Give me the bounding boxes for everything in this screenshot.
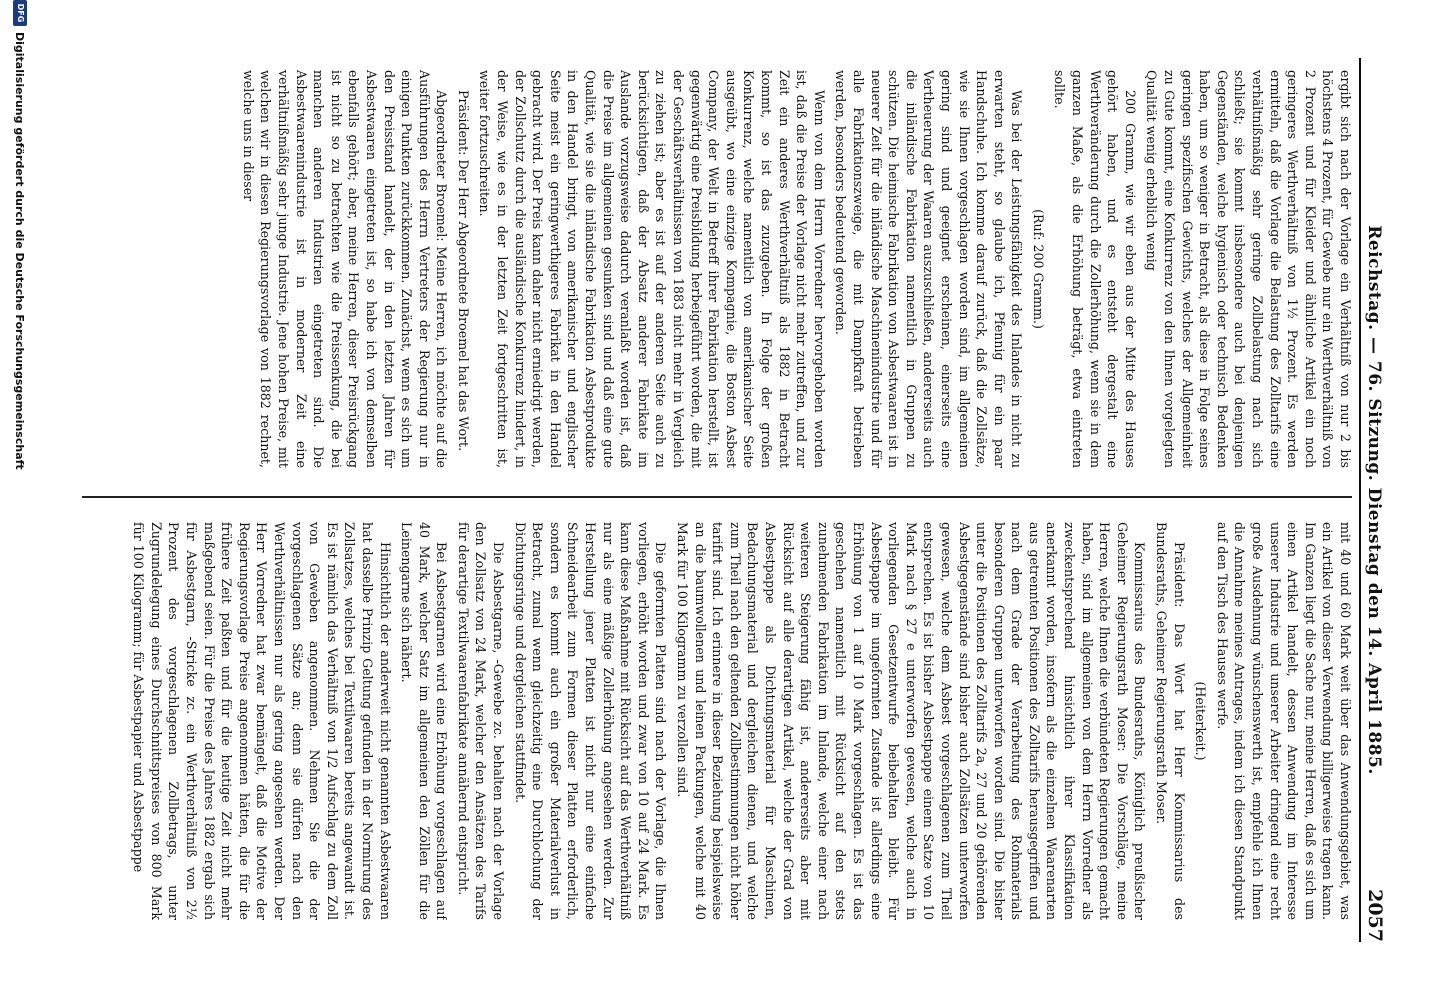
paragraph: Die Asbestgarne, -Gewebe zc. behalten nach der Vorlage den Zollsatz von 24 Mark, welcher den Ansätzen des Tarifs für derartige Textilwaarenfabrikate annähernd entspricht. xyxy=(455,522,507,920)
page-number: 2057 xyxy=(1364,889,1386,942)
paragraph: 200 Gramm, wie wir eben aus der Mitte des Hauses gehört haben, und es entsteht dergestalt eine Werthveränderung durch die Zollerhöhung, wenn sie in dem ganzen Maße, als die Erhöhung beträgt, etwa eintreten sollte. xyxy=(1052,70,1138,468)
right-column xyxy=(84,522,1354,920)
paragraph: Hinsichtlich der anderweit nicht genannten Asbestwaaren hat dasselbe Prinzip Geltung gefunden in der Normirung des Zollsatzes, welches bei Textilwaaren bereits angewandt ist. Es ist nämlich das Verhältniß von 1/2 Aufschlag zu dem Zoll von Geweben angenommen. Nehmen Sie die der vorgeschlagenen Sätze an; denn sie dürfen nach den Werthverhältnissen nur als gering angesehen werden. Der Herr Vorredner hat zwar bemängelt, daß die Motive der Regierungsvorlage Preise angenommen hätten, die für die frühere Zeit paßten und für die heutige Zeit nicht mehr maßgebend seien. Für die Preise des Jahres 1882 ergab sich für Asbestgarn, -Stricke zc. ein Werthverhältniß von 2½ Prozent des vorgeschlagenen Zollbetrags, unter Zugrundelegung eines Durchschnittspreises von 800 Mark für 100 Kilogramm; für Asbestpapier und Asbestpappe xyxy=(131,522,393,920)
interjection: (Ruf: 200 Gramm.) xyxy=(1030,209,1046,329)
speaker-paragraph: Präsident: Das Wort hat Herr Kommissarius des Bundesraths, Geheimer Regierungsrath Moser. xyxy=(1154,522,1187,920)
header-title: Reichstag. — 76. Sitzung. Dienstag den 14. April 1885. xyxy=(1364,225,1384,775)
paragraph: Was bei der Leistungsfähigkeit des Inlandes in nicht zu erwarten steht, so glaube ich, Pfennig für ein paar Handschuhe. Ich komme darauf zurück, daß die Zollsätze, wie sie Ihnen vorgeschlagen worden sind, im allgemeinen gering sind und geeignet erscheinen, einerseits eine Vertheuerung der Waaren auszuschließen, andererseits auch die inländische Fabrikation namentlich in Gruppen zu schützen. Die heimische Fabrikation von Asbestwaaren ist in neuerer Zeit für die inländische Maschinenindustrie und für alle Fabrikationszweige, die mit Dampfkraft betrieben werden, besonders bedeutend geworden. xyxy=(833,70,1025,468)
digitization-footer xyxy=(8,0,32,1000)
speaker-paragraph: Abgeordneter Broemel: Meine Herren, ich möchte auf die Ausführungen des Herrn Vertreters der Regierung nur in einigen Punkten zurückkommen. Zunächst, wenn es sich um den Preisstand handelt, der in den letzten Jahren für Asbestwaaren eingetreten ist, so habe ich von demselben ebenfalls gehört; aber, meine Herren, dieser Preisrückgang ist nicht so zu betrachten wie die Preissenkung, die bei manchen anderen Industrien eingetreten sind. Die Asbestwaarenindustrie ist in moderner Zeit eine verhältnißmäßig sehr junge Industrie. Jene hohen Preise, mit welchen wir in diesen Regierungsvorlage von 1882 rechnet, welche uns in dieser xyxy=(240,70,450,468)
dfg-logo-icon: DFG xyxy=(13,0,27,26)
interjection: (Heiterkeit.) xyxy=(1193,681,1209,761)
speaker-paragraph: Kommissarius des Bundesraths, Königlich preußischer Geheimer Regierungsrath Moser: Die Vorschläge, meine Herren, welche Ihnen die verbündeten Regierungen gemacht haben, sind im allgemeinen von dem Herrn Vorredner als zweckentsprechend hinsichtlich ihrer Klassifikation anerkannt worden, insofern als die einzelnen Waarenarten aus getrennten Positionen des Zolltarifs herausgegriffen und nach dem Grade der Verarbeitung des Rohmaterials besonderen Gruppen unterworfen worden sind. Die bisher unter die Positionen des Zolltarifs 2a, 27 und 20 gehörenden Asbestgegenstände sind bisher auch Zollsätzen unterworfen gewesen, welche dem Asbest vorgeschlagenen zum Theil entsprechen. Es ist bisher Asbestpappe einem Satze von 10 Mark nach § 27 e unterworfen gewesen, welche auch in vorliegenden Gesetzentwurfe beibehalten bleibt. Für Asbestpappe im ungeformten Zustande ist allerdings eine Erhöhung von 1 auf 10 Mark vorgeschlagen. Es ist das geschehen namentlich mit Rücksicht auf den stets zunehmenden Fabrikation im Inlande, welche einer nach weiteren Steigerung fähig ist, andererseits aber mit Rücksicht auf alle derartigen Artikel, welche der Grad von Asbestpappe als Dichtungsmaterial für Maschinen, Bedachungsmaterial und dergleichen dienen, und welche zum Theil nach den geltenden Zollbestimmungen nicht höher tarifirt sind. Ich erinnere in dieser Beziehung beispielsweise an die baumwollenen und leinen Packungen, welche mit 40 Mark für 100 Kilogramm zu verzollen sind. xyxy=(675,522,1148,920)
paragraph: Bei Asbestgarnen wird eine Erhöhung vorgeschlagen auf 40 Mark, welcher Satz im allgemeinen den Zöllen für die Leinengarne sich nähert. xyxy=(399,522,450,920)
page-header xyxy=(1359,58,1394,942)
paragraph: mit 40 und 60 Mark weit über das Anwendungsgebiet, was ein Artikel von dieser Verwendung billigerweise tragen kann. Im Ganzen liegt die Sache nur, meine Herren, daß es sich um einen Artikel handelt, dessen Anwendung im Interesse unserer Industrie und unserer Arbeiter dringend eine recht große Ausdehnung wünschenswerth ist, empfehle ich Ihnen die Annahme meines Antrages, indem ich diesen Standpunkt auf den Tisch des Hauses werfe. xyxy=(1214,522,1353,920)
column-divider xyxy=(82,496,1352,498)
paragraph: Wenn von dem Herrn Vorredner hervorgehoben worden ist, daß die Preise der Vorlage nicht mehr zutreffen, und zur Zeit ein anderes Werthverhältniß als 1882 in Betracht kommt, so ist das zuzugeben. In Folge der großen Konkurrenz, welche namentlich von amerikanischer Seite ausgeübt, wo eine einzige Kompagnie, die Boston Asbest Company, der Welt in Betreff ihrer Fabrikation herstellt, ist gegenwärtig eine Preisbildung herbeigeführt worden, die mit der Geschäftsverhältnissen von 1883 nicht mehr in Vergleich zu ziehen ist; aber es ist auf der anderen Seite auch zu berücksichtigen, daß der Absatz anderer Fabrikate im Auslande vorzugsweise dadurch veranlaßt worden ist, daß die Preise im allgemeinen gesunken sind und daß eine gute Qualität, wie sie die inländische Fabrikation Asbestprodukte in den Handel bringt, von amerikanischer und englischer Seite meist ein geringwerthigeres Fabrikat in den Handel gebracht wird. Der Preis kann daher nicht erniedrigt werden, der Zollschutz durch die ausländische Konkurrenz hindert, in der Weise, wie es in der letzten Zeit fortgeschritten ist, weiter fortzuschreiten. xyxy=(477,70,827,468)
speaker-paragraph: Präsident: Der Herr Abgeordnete Broemel hat das Wort. xyxy=(455,90,471,452)
left-column xyxy=(84,70,1354,468)
paragraph: ergibt sich nach der Vorlage ein Verhältniß von nur 2 bis höchstens 4 Prozent, für Gewebe nur ein Werthverhältniß von 2 Prozent und für Kleider und ähnliche Artikel ein noch geringeres Werthverhältniß von 1½ Prozent. Es werden ermitteln, daß die Vorlage die Belastung des Zolltarifs eine verhältnißmäßig sehr geringe Zollbelastung nach sich schließt; sie kommt insbesondere auch bei denjenigen Gegenständen, welche hygienisch oder technisch Bedenken haben, um so weniger in Betracht, als diese in Folge seines geringen spezifischen Gewichts, welches der Allgemeinheit zu Gute kommt, eine Konkurrenz von den Ihnen vorgelegten Qualität wenig erheblich wenig xyxy=(1144,70,1353,468)
footer-text: Digitalisierung gefördert durch die Deutsche Forschungsgemeinschaft xyxy=(13,32,27,470)
paragraph: Die geformten Platten sind nach der Vorlage, die Ihnen vorliegen, erhöht worden und zwar von 10 auf 24 Mark. Es kann diese Maßnahme mit Rücksicht auf das Werthverhältniß nur als eine mäßige Zollerhöhung angesehen werden. Zur Herstellung jener Platten ist nicht nur eine einfache Schneidearbeit zum Formen dieser Platten erforderlich, sondern es kommt auch ein großer Materialverlust in Betracht, zumal wenn gleichzeitig eine Durchlochung der Dichtungsringe und dergleichen stattfindet. xyxy=(512,522,669,920)
